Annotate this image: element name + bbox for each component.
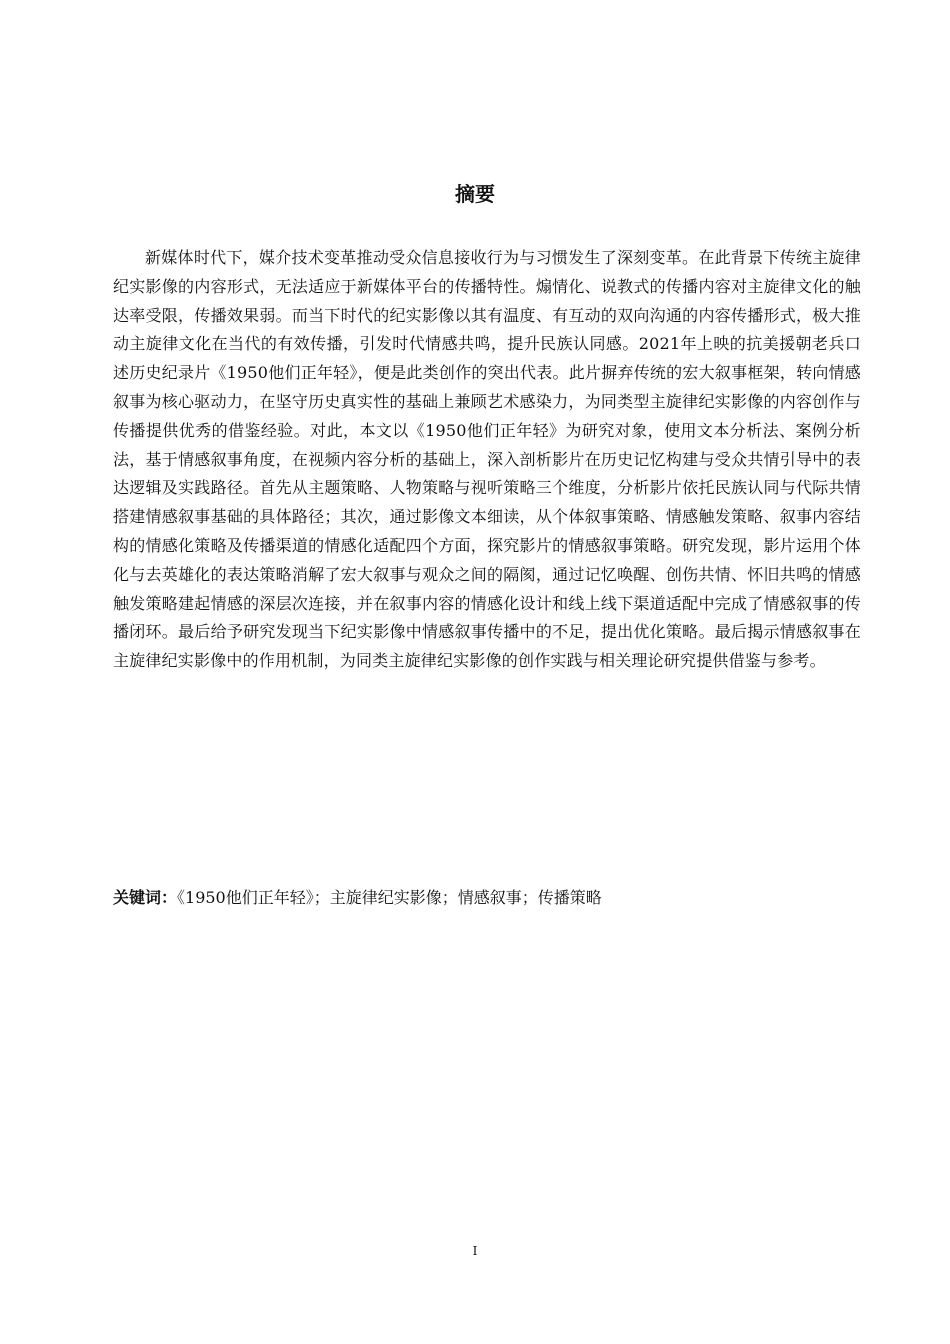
- page-title: 摘要: [455, 182, 495, 206]
- keywords-line: [113, 884, 861, 912]
- abstract-body: 新媒体时代下，媒介技术变革推动受众信息接收行为与习惯发生了深刻变革。在此背景下传统主旋律纪实影像的内容形式，无法适应于新媒体平台的传播特性。煽情化、说教式的传播内容对主旋律文化的触达率受限，传播效果弱。而当下时代的纪实影像以其有温度、有互动的双向沟通的内容传播形式，极大推动主旋律文化在当代的有效传播，引发时代情感共鸣，提升民族认同感。2021年上映的抗美援朝老兵口述历史纪录片《1950他们正年轻》，便是此类创作的突出代表。此片摒弃传统的宏大叙事框架，转向情感叙事为核心驱动力，在坚守历史真实性的基础上兼顾艺术感染力，为同类型主旋律纪实影像的内容创作与传播提供优秀的借鉴经验。对此，本文以《1950他们正年轻》为研究对象，使用文本分析法、案例分析法，基于情感叙事角度，在视频内容分析的基础上，深入剖析影片在历史记忆构建与受众共情引导中的表达逻辑及实践路径。首先从主题策略、人物策略与视听策略三个维度，分析影片依托民族认同与代际共情搭建情感叙事基础的具体路径；其次，通过影像文本细读，从个体叙事策略、情感触发策略、叙事内容结构的情感化策略及传播渠道的情感化适配四个方面，探究影片的情感叙事策略。研究发现，影片运用个体化与去英雄化的表达策略消解了宏大叙事与观众之间的隔阂，通过记忆唤醒、创伤共情、怀旧共鸣的情感触发策略建起情感的深层次连接，并在叙事内容的情感化设计和线上线下渠道适配中完成了情感叙事的传播闭环。最后给予研究发现当下纪实影像中情感叙事传播中的不足，提出优化策略。最后揭示情感叙事在主旋律纪实影像中的作用机制，为同类主旋律纪实影像的创作实践与相关理论研究提供借鉴与参考。: [113, 248, 861, 671]
- keywords-label: 关键词：: [113, 888, 178, 907]
- keywords-text: 《1950他们正年轻》；主旋律纪实影像；情感叙事；传播策略: [177, 888, 602, 907]
- page-number: I: [472, 1244, 478, 1258]
